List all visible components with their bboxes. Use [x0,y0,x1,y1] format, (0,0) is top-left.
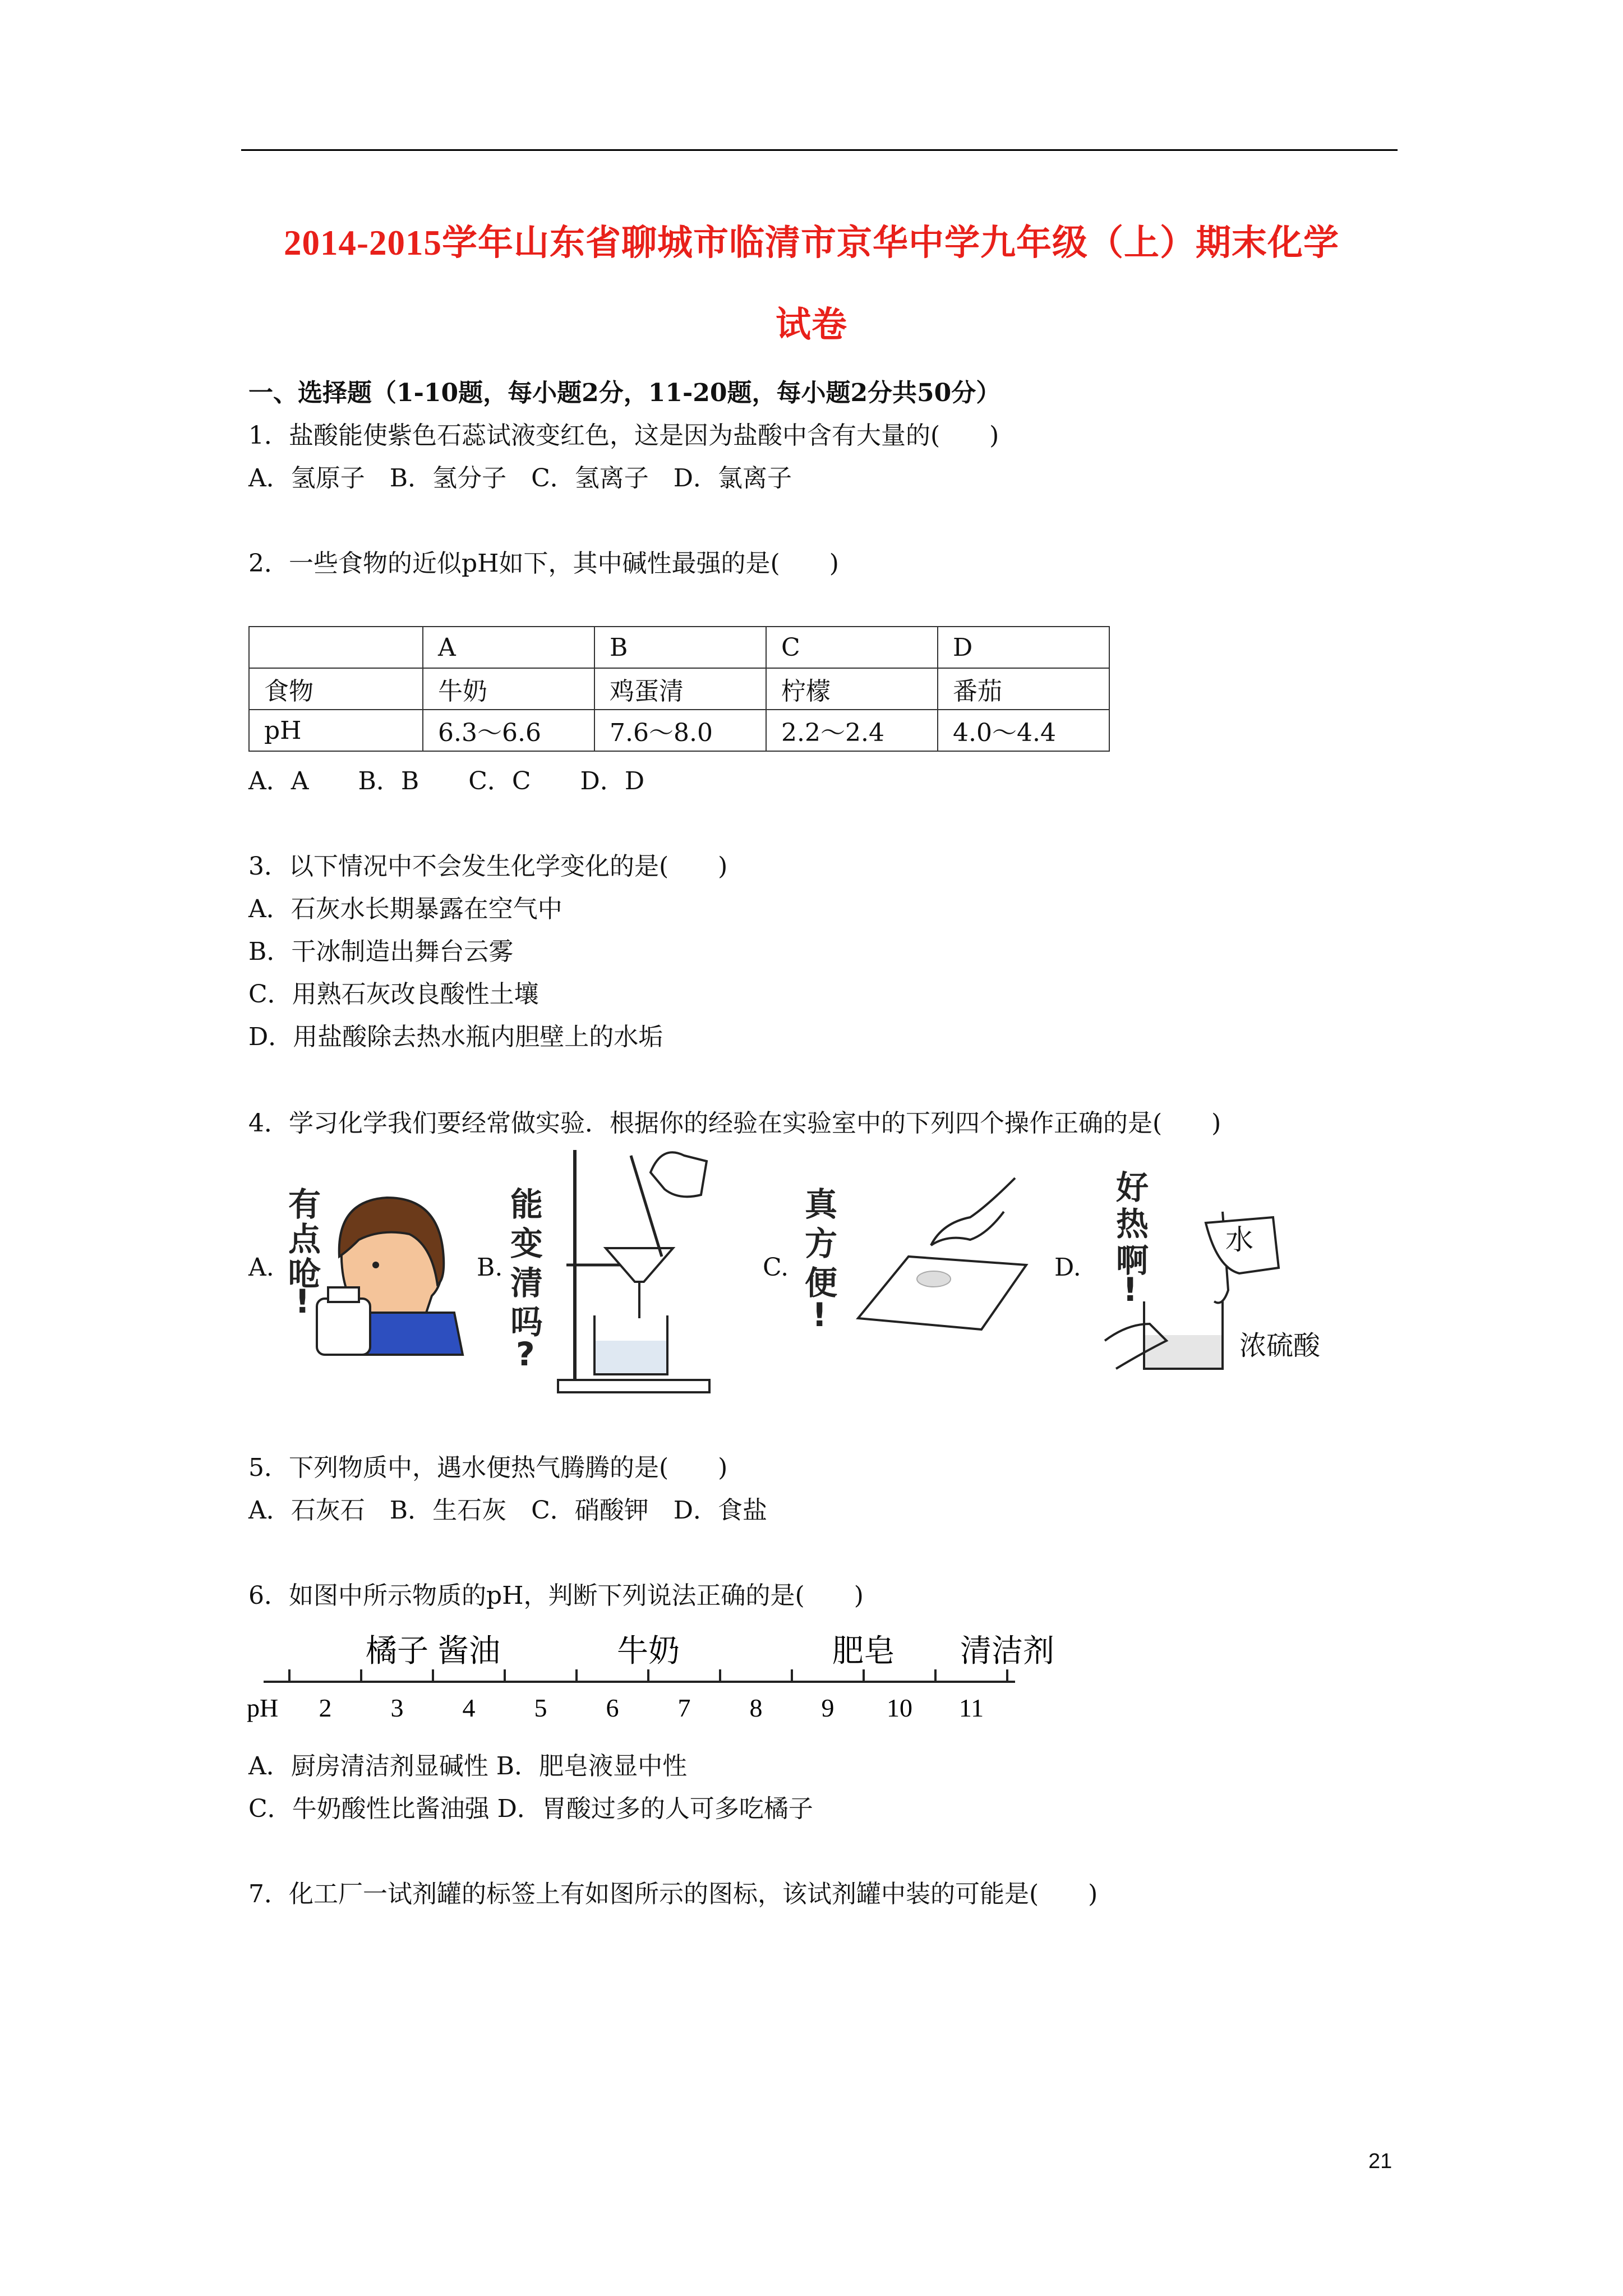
person-smelling-icon [286,1172,471,1358]
table-cell: 柠檬 [766,668,938,710]
ph-tick-label: 2 [319,1694,332,1722]
q3-stem: 3．以下情况中不会发生化学变化的是( ) [248,852,728,881]
q4-label-d: D. [1054,1253,1081,1282]
table-cell: 番茄 [938,668,1109,710]
caption-char: 清 [510,1264,543,1302]
q6-stem: 6．如图中所示物质的pH，判断下列说法正确的是( ) [248,1581,864,1610]
experiment-d-image [1094,1156,1340,1380]
table-cell: 鸡蛋清 [594,668,766,710]
table-cell: 6.3～6.6 [423,710,594,751]
table-cell: 2.2～2.4 [766,710,938,751]
q1-options: A．氢原子 B．氢分子 C．氢离子 D．氯离子 [248,464,792,493]
caption-char: ! [295,1282,310,1320]
ph-item-label: 橘子 [366,1633,428,1669]
water-label: 水 [1225,1223,1253,1256]
caption-char: ! [812,1296,827,1334]
table-cell: 食物 [249,668,423,710]
ph-tick-label: 7 [677,1694,691,1722]
ph-tick-label: 8 [749,1694,763,1722]
caption-char: 呛 [288,1255,321,1293]
q4-label-c: C. [763,1253,789,1282]
q3-option-d: D．用盐酸除去热水瓶内胆壁上的水垢 [248,1023,663,1051]
ph-table [248,626,1110,752]
caption-char: 热 [1116,1205,1149,1243]
table-cell: B [594,627,766,668]
table-cell: 7.6～8.0 [594,710,766,751]
q6-line2: C．牛奶酸性比酱油强 D．胃酸过多的人可多吃橘子 [248,1795,813,1823]
hand-powder-icon [802,1167,1038,1358]
caption-char: 便 [805,1264,838,1302]
table-row [249,710,1109,751]
ph-axis-label: pH [247,1694,279,1722]
q6-line1: A．厨房清洁剂显碱性 B．肥皂液显中性 [248,1752,688,1780]
table-cell: C [766,627,938,668]
q3-option-a: A．石灰水长期暴露在空气中 [248,895,562,923]
filtration-apparatus-icon [510,1133,712,1397]
table-header-row [249,627,1109,668]
page-title: 2014-2015学年山东省聊城市临清市京华中学九年级（上）期末化学 [284,223,1339,263]
q2-stem: 2．一些食物的近似pH如下，其中碱性最强的是( ) [248,549,839,578]
q4-label-a: A. [248,1253,274,1282]
ph-item-label: 清洁剂 [960,1633,1054,1669]
q4-label-b: B. [477,1253,503,1282]
ph-tick-label: 9 [821,1694,834,1722]
caption-char: 有 [288,1185,321,1223]
section-heading: 一、选择题（1-10题，每小题2分，11-20题，每小题2分共50分） [248,379,1001,407]
q5-stem: 5．下列物质中，遇水便热气腾腾的是( ) [248,1453,728,1482]
ph-item-label: 酱油 [437,1633,500,1669]
caption-char: 点 [288,1220,321,1258]
table-cell [249,627,423,668]
q3-option-c: C．用熟石灰改良酸性土壤 [248,980,539,1009]
ph-tick-label: 10 [887,1694,912,1722]
ph-scale [247,1616,1088,1728]
ph-tick-label: 4 [462,1694,476,1722]
caption-char: ? [516,1335,535,1373]
q1-stem: 1．盐酸能使紫色石蕊试液变红色，这是因为盐酸中含有大量的( ) [248,421,999,450]
ph-tick-label: 6 [606,1694,619,1722]
caption-char: 啊 [1116,1241,1149,1280]
caption-char: 方 [805,1225,838,1263]
caption-char: 真 [805,1185,838,1223]
table-cell: 牛奶 [423,668,594,710]
ph-tick-label: 5 [534,1694,547,1722]
acid-label: 浓硫酸 [1239,1330,1321,1361]
experiment-c-image [802,1167,1038,1358]
caption-char: ! [1123,1271,1138,1309]
table-cell: A [423,627,594,668]
q7-stem: 7．化工厂一试剂罐的标签上有如图所示的图标，该试剂罐中装的可能是( ) [248,1880,1098,1908]
caption-char: 吗 [510,1303,543,1341]
ph-tick-label: 3 [390,1694,404,1722]
table-cell: 4.0～4.4 [938,710,1109,751]
experiment-a-image [286,1172,471,1358]
q4-stem: 4．学习化学我们要经常做实验．根据你的经验在实验室中的下列四个操作正确的是( ) [248,1109,1221,1138]
table-cell: pH [249,710,423,751]
ph-tick-label: 11 [958,1694,984,1722]
q5-options: A．石灰石 B．生石灰 C．硝酸钾 D．食盐 [248,1496,768,1525]
q2-options: A．A B．B C．C D．D [248,767,645,795]
caption-char: 能 [510,1185,543,1223]
q3-option-b: B．干冰制造出舞台云雾 [248,937,514,966]
ph-item-label: 牛奶 [617,1633,680,1669]
table-row [249,668,1109,710]
page-number: 21 [1368,2150,1393,2173]
page-title-line2: 试卷 [776,305,847,344]
ph-item-label: 肥皂 [832,1633,895,1669]
experiment-b-image [510,1133,712,1397]
ph-scale-graphic [247,1616,1088,1728]
table-cell: D [938,627,1109,668]
caption-char: 好 [1116,1168,1149,1207]
caption-char: 变 [510,1225,543,1263]
header-rule [241,149,1398,151]
